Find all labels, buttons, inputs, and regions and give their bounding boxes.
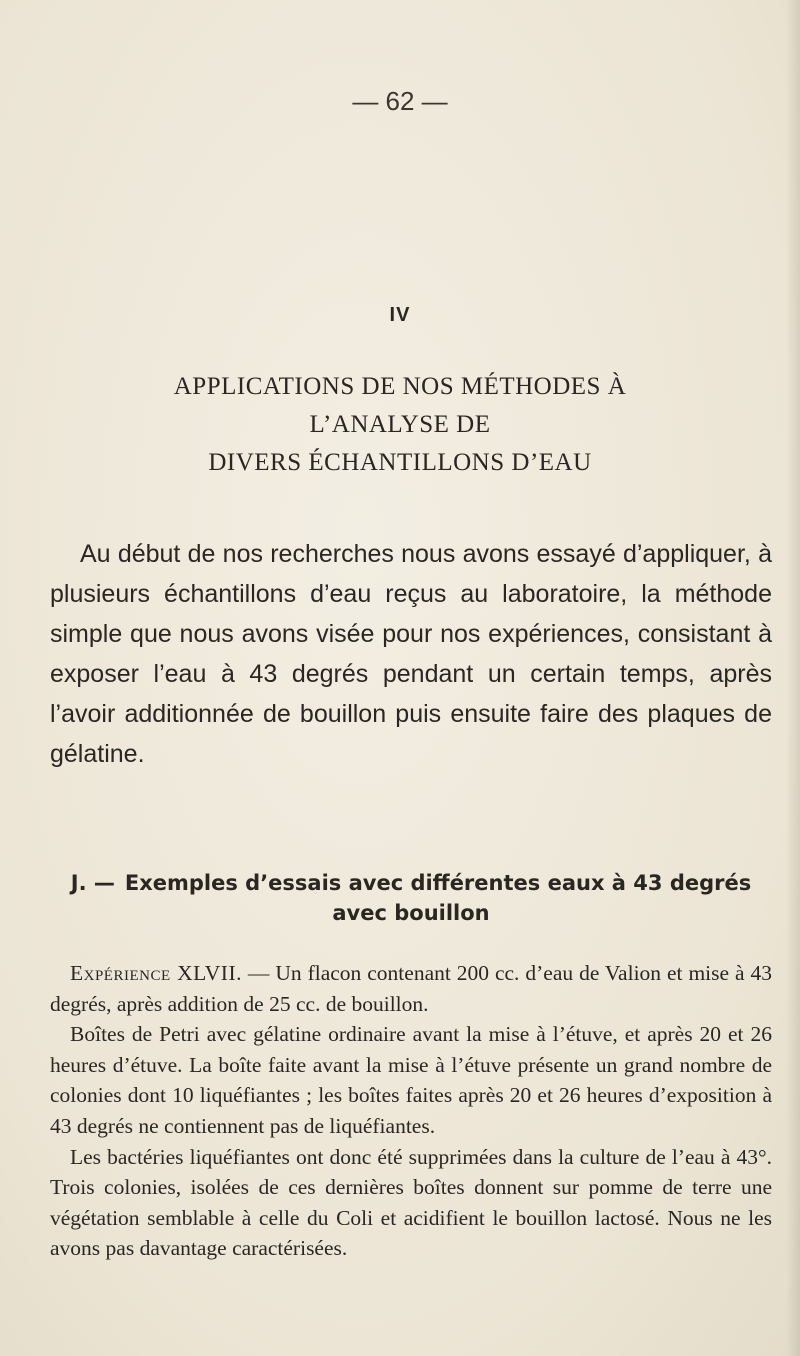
chapter-title-line-2: DIVERS ÉCHANTILLONS D’EAU	[208, 449, 592, 476]
experiment-paragraph-2: Boîtes de Petri avec gélatine ordinaire avant la mise à l’étuve, et après 20 et 26 heures d’étuve. La boîte faite avant la mise à l’étuve présente un grand nombre de colonies dont 10 liquéfiantes ; les boîtes faites après 20 et 26 heures d’exposition à 43 degrés ne contiennent pas de liquéfiantes.	[50, 1022, 772, 1138]
section-heading-line-1	[50, 868, 772, 898]
experiment-label: Expérience XLVII.	[70, 961, 242, 985]
intro-paragraph: Au début de nos recherches nous avons essayé d’appliquer, à plusieurs échantillons d’eau reçus au laboratoire, la méthode simple que nous avons visée pour nos expériences, consistant à exposer l’eau à 43 degrés pendant un certain temps, après l’avoir additionnée de bouillon puis ensuite faire des plaques de gélatine.	[50, 540, 772, 768]
experiment-body	[50, 958, 772, 1264]
page-number: — 62 —	[352, 86, 448, 116]
section-heading	[50, 868, 772, 928]
section-title-line-1: Exemples d’essais avec différentes eaux à 43 degrés	[124, 871, 752, 895]
chapter-title	[120, 368, 680, 482]
experiment-paragraph-3: Les bactéries liquéfiantes ont donc été supprimées dans la culture de l’eau à 43°. Trois colonies, isolées de ces dernières boîtes donnent sur pomme de terre une végétation semblable à celle du Coli et acidifient le bouillon lactosé. Nous ne les avons pas davantage caractérisées.	[50, 1144, 772, 1261]
chapter-number: IV	[389, 304, 411, 326]
section-label: J. —	[70, 871, 115, 895]
experiment-paragraph-1	[50, 958, 772, 1019]
chapter-title-line-1: APPLICATIONS DE NOS MÉTHODES À L’ANALYSE DE	[173, 373, 627, 438]
experiment-para1-text: — Un flacon contenant 200 cc. d’eau de Valion et mise à 43 degrés, après addition de 25 cc. de bouillon.	[50, 961, 772, 1016]
page-edge-shadow	[786, 0, 800, 1356]
section-title-line-2: avec bouillon	[332, 901, 490, 925]
